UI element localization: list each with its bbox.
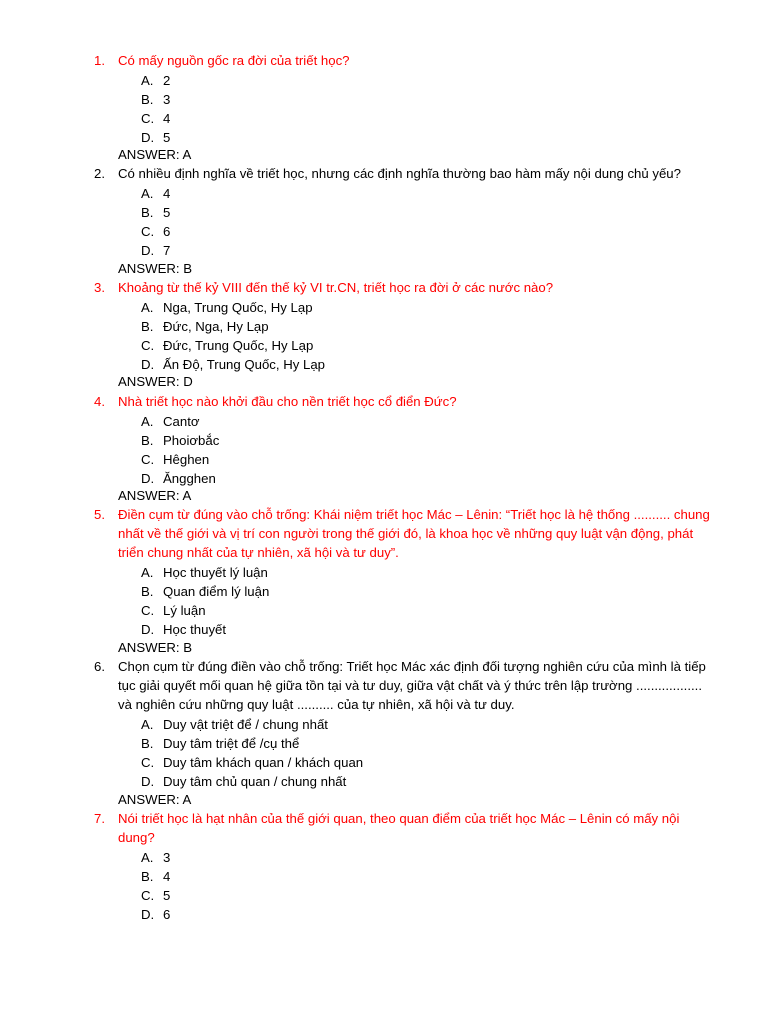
option-text: Duy tâm khách quan / khách quan <box>163 755 364 770</box>
option-a <box>141 71 701 90</box>
option-a <box>141 298 701 317</box>
option-text: 4 <box>163 186 171 201</box>
option-text: 5 <box>163 130 171 145</box>
option-text: 4 <box>163 111 171 126</box>
option-letter: B. <box>141 319 154 334</box>
question-text: Có mấy nguồn gốc ra đời của triết học? <box>118 53 350 68</box>
answer-3: ANSWER: D <box>118 374 193 389</box>
option-c <box>141 109 701 128</box>
option-letter: A. <box>141 300 154 315</box>
option-letter: D. <box>141 243 155 258</box>
answer-4: ANSWER: A <box>118 488 192 503</box>
option-text: Ăngghen <box>163 471 216 486</box>
option-text: 3 <box>163 92 171 107</box>
option-a <box>141 848 701 867</box>
option-letter: B. <box>141 205 154 220</box>
question-text: Có nhiều định nghĩa về triết học, nhưng các định nghĩa thường bao hàm mấy nội dung chủ yếu? <box>118 166 681 181</box>
question-text: Điền cụm từ đúng vào chỗ trống: Khái niệm triết học Mác – Lênin: “Triết học là hệ thống .......... chung nhất về thế giới và vị trí con người trong thế giới đó, là khoa học về những quy luật vận động, phát triển chung nhất của tự nhiên, xã hội và tư duy”. <box>118 507 710 560</box>
option-text: Lý luận <box>163 603 206 618</box>
option-b <box>141 431 701 450</box>
option-a <box>141 184 701 203</box>
option-d <box>141 128 701 147</box>
option-text: Hêghen <box>163 452 210 467</box>
option-d <box>141 772 701 791</box>
answer-6: ANSWER: A <box>118 792 192 807</box>
option-letter: C. <box>141 224 155 239</box>
option-letter: A. <box>141 850 154 865</box>
option-c <box>141 336 701 355</box>
option-c <box>141 886 701 905</box>
option-b <box>141 90 701 109</box>
answer-2: ANSWER: B <box>118 261 193 276</box>
option-letter: A. <box>141 565 154 580</box>
option-letter: C. <box>141 452 155 467</box>
option-d <box>141 241 701 260</box>
question-text: Nói triết học là hạt nhân của thế giới quan, theo quan điểm của triết học Mác – Lênin có mấy nội dung? <box>118 811 680 845</box>
option-letter: D. <box>141 622 155 637</box>
option-b <box>141 734 701 753</box>
option-text: 2 <box>163 73 171 88</box>
option-c <box>141 601 701 620</box>
option-c <box>141 222 701 241</box>
option-c <box>141 450 701 469</box>
options-6 <box>141 715 701 791</box>
option-a <box>141 715 701 734</box>
option-d <box>141 469 701 488</box>
answer-5: ANSWER: B <box>118 640 193 655</box>
option-c <box>141 753 701 772</box>
option-b <box>141 867 701 886</box>
option-letter: B. <box>141 869 154 884</box>
option-letter: A. <box>141 414 154 429</box>
option-a <box>141 412 701 431</box>
option-letter: B. <box>141 433 154 448</box>
option-letter: D. <box>141 774 155 789</box>
option-b <box>141 317 701 336</box>
question-4 <box>94 393 714 412</box>
option-b <box>141 582 701 601</box>
question-text: Khoảng từ thế kỷ VIII đến thế kỷ VI tr.CN, triết học ra đời ở các nước nào? <box>118 280 554 295</box>
option-letter: A. <box>141 717 154 732</box>
options-4 <box>141 412 701 488</box>
question-number: 6. <box>94 659 105 674</box>
option-text: Đức, Trung Quốc, Hy Lạp <box>163 338 314 353</box>
option-letter: A. <box>141 186 154 201</box>
option-text: Đức, Nga, Hy Lạp <box>163 319 269 334</box>
option-letter: C. <box>141 111 155 126</box>
option-b <box>141 203 701 222</box>
question-6 <box>94 658 714 714</box>
question-2 <box>94 165 714 184</box>
option-letter: A. <box>141 73 154 88</box>
option-d <box>141 905 701 924</box>
option-d <box>141 620 701 639</box>
option-text: 5 <box>163 888 171 903</box>
question-text: Nhà triết học nào khởi đầu cho nền triết học cổ điển Đức? <box>118 394 457 409</box>
question-7 <box>94 810 714 848</box>
option-letter: D. <box>141 357 155 372</box>
question-number: 7. <box>94 811 105 826</box>
option-letter: D. <box>141 130 155 145</box>
question-3 <box>94 279 714 298</box>
option-text: Duy vật triệt để / chung nhất <box>163 717 328 732</box>
option-letter: B. <box>141 584 154 599</box>
options-5 <box>141 563 701 639</box>
question-number: 5. <box>94 507 105 522</box>
option-a <box>141 563 701 582</box>
option-d <box>141 355 701 374</box>
option-text: 5 <box>163 205 171 220</box>
option-letter: B. <box>141 92 154 107</box>
option-letter: C. <box>141 603 155 618</box>
option-text: Cantơ <box>163 414 200 429</box>
question-number: 1. <box>94 53 105 68</box>
options-7 <box>141 848 701 924</box>
option-letter: D. <box>141 907 155 922</box>
option-text: 4 <box>163 869 171 884</box>
option-text: Duy tâm chủ quan / chung nhất <box>163 774 347 789</box>
question-number: 2. <box>94 166 105 181</box>
question-text: Chọn cụm từ đúng điền vào chỗ trống: Triết học Mác xác định đối tượng nghiên cứu của mình là tiếp tục giải quyết mối quan hệ giữa tồn tại và tư duy, giữa vật chất và ý thức trên lập trường .................. và nghiên cứu những quy luật .......... của tự nhiên, xã hội và tư duy. <box>118 659 706 712</box>
options-1 <box>141 71 701 147</box>
options-3 <box>141 298 701 374</box>
option-letter: C. <box>141 888 155 903</box>
option-text: Học thuyết <box>163 622 227 637</box>
option-text: 6 <box>163 907 171 922</box>
options-2 <box>141 184 701 260</box>
option-text: Quan điểm lý luận <box>163 584 270 599</box>
question-number: 3. <box>94 280 105 295</box>
option-text: Học thuyết lý luận <box>163 565 268 580</box>
option-text: Nga, Trung Quốc, Hy Lạp <box>163 300 313 315</box>
option-letter: C. <box>141 755 155 770</box>
option-text: 3 <box>163 850 171 865</box>
question-number: 4. <box>94 394 105 409</box>
option-text: 6 <box>163 224 171 239</box>
option-letter: B. <box>141 736 154 751</box>
option-text: Phoiơbắc <box>163 433 220 448</box>
option-text: 7 <box>163 243 171 258</box>
question-1 <box>94 52 714 71</box>
answer-1: ANSWER: A <box>118 147 192 162</box>
option-letter: C. <box>141 338 155 353</box>
option-text: Duy tâm triệt để /cụ thể <box>163 736 300 751</box>
question-5 <box>94 506 714 562</box>
option-letter: D. <box>141 471 155 486</box>
option-text: Ấn Độ, Trung Quốc, Hy Lạp <box>163 357 325 372</box>
